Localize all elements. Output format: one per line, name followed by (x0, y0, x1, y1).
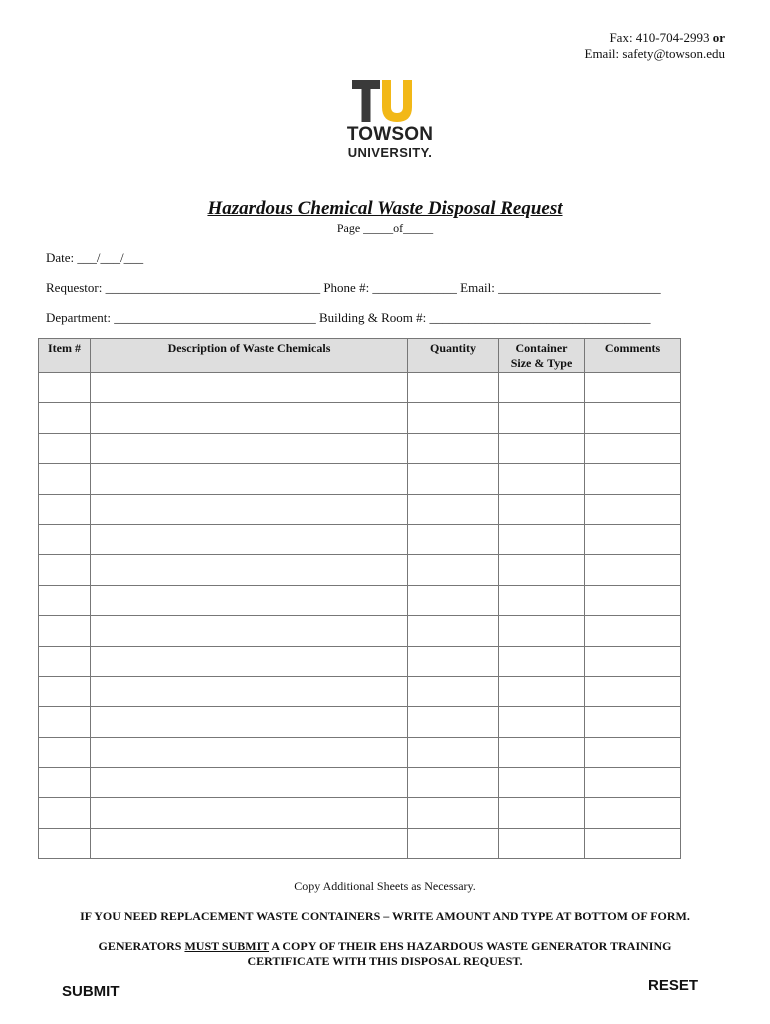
cell-quantity[interactable] (408, 616, 499, 646)
cell-comments[interactable] (585, 768, 681, 798)
cell-container[interactable] (499, 373, 585, 403)
logo-name-line2: UNIVERSITY. (347, 145, 433, 160)
cell-description[interactable] (91, 798, 408, 828)
cell-container[interactable] (499, 646, 585, 676)
table-row (39, 676, 681, 706)
table-row (39, 555, 681, 585)
cell-quantity[interactable] (408, 646, 499, 676)
cell-quantity[interactable] (408, 555, 499, 585)
table-row (39, 433, 681, 463)
cell-description[interactable] (91, 373, 408, 403)
cell-container[interactable] (499, 707, 585, 737)
table-row (39, 737, 681, 767)
cell-item[interactable] (39, 828, 91, 858)
table-row (39, 798, 681, 828)
date-field[interactable]: Date: ___/___/___ (46, 250, 144, 265)
table-row (39, 616, 681, 646)
page-number-field[interactable]: Page _____of_____ (336, 221, 434, 235)
cell-comments[interactable] (585, 828, 681, 858)
table-row (39, 585, 681, 615)
cell-description[interactable] (91, 433, 408, 463)
cell-quantity[interactable] (408, 798, 499, 828)
table-row (39, 464, 681, 494)
waste-table (38, 338, 681, 859)
fax-text: Fax: 410-704-2993 (609, 30, 713, 45)
cell-description[interactable] (91, 828, 408, 858)
cell-item[interactable] (39, 373, 91, 403)
cell-comments[interactable] (585, 646, 681, 676)
cell-container[interactable] (499, 464, 585, 494)
requestor-field[interactable]: Requestor: _________________________________ Phone #: _____________ Email: _________________________ (46, 280, 661, 295)
cell-container[interactable] (499, 616, 585, 646)
cell-quantity[interactable] (408, 373, 499, 403)
fax-line (585, 30, 726, 46)
cell-description[interactable] (91, 585, 408, 615)
cell-container[interactable] (499, 798, 585, 828)
cell-description[interactable] (91, 616, 408, 646)
cell-container[interactable] (499, 433, 585, 463)
training-warning-post: A COPY OF THEIR EHS HAZARDOUS WASTE GENERATOR TRAINING CERTIFICATE WITH THIS DISPOSAL REQUEST. (247, 939, 672, 968)
training-warning-emphasis: MUST SUBMIT (184, 939, 270, 953)
table-row (39, 403, 681, 433)
cell-comments[interactable] (585, 707, 681, 737)
cell-comments[interactable] (585, 585, 681, 615)
table-row (39, 373, 681, 403)
reset-button[interactable]: RESET (648, 977, 699, 994)
cell-quantity[interactable] (408, 768, 499, 798)
cell-item[interactable] (39, 524, 91, 554)
cell-item[interactable] (39, 707, 91, 737)
cell-quantity[interactable] (408, 707, 499, 737)
cell-quantity[interactable] (408, 494, 499, 524)
table-header-row (39, 339, 681, 373)
cell-item[interactable] (39, 798, 91, 828)
cell-item[interactable] (39, 494, 91, 524)
cell-quantity[interactable] (408, 585, 499, 615)
cell-item[interactable] (39, 585, 91, 615)
cell-quantity[interactable] (408, 464, 499, 494)
cell-container[interactable] (499, 524, 585, 554)
cell-comments[interactable] (585, 524, 681, 554)
cell-comments[interactable] (585, 616, 681, 646)
cell-quantity[interactable] (408, 737, 499, 767)
table-row (39, 828, 681, 858)
header-container (499, 339, 585, 373)
cell-comments[interactable] (585, 737, 681, 767)
department-field[interactable]: Department: _______________________________ Building & Room #: __________________________________ (46, 310, 651, 325)
training-warning (80, 939, 690, 969)
cell-comments[interactable] (585, 494, 681, 524)
cell-item[interactable] (39, 737, 91, 767)
copy-note: Copy Additional Sheets as Necessary. (294, 879, 476, 893)
cell-item[interactable] (39, 646, 91, 676)
cell-description[interactable] (91, 464, 408, 494)
table-row (39, 494, 681, 524)
table-row (39, 707, 681, 737)
cell-comments[interactable] (585, 798, 681, 828)
submit-button[interactable]: SUBMIT (62, 983, 120, 1000)
table-row (39, 768, 681, 798)
cell-description[interactable] (91, 707, 408, 737)
training-warning-pre: GENERATORS (98, 939, 185, 953)
header-container-line2: Size & Type (510, 356, 573, 370)
cell-quantity[interactable] (408, 403, 499, 433)
cell-container[interactable] (499, 585, 585, 615)
form-title: Hazardous Chemical Waste Disposal Request (207, 198, 563, 219)
cell-item[interactable] (39, 555, 91, 585)
logo-name-line1: TOWSON (346, 124, 434, 145)
cell-comments[interactable] (585, 433, 681, 463)
cell-comments[interactable] (585, 403, 681, 433)
towson-logo (340, 80, 440, 162)
cell-container[interactable] (499, 676, 585, 706)
tu-monogram-icon (352, 80, 414, 122)
cell-description[interactable] (91, 494, 408, 524)
cell-comments[interactable] (585, 373, 681, 403)
cell-container[interactable] (499, 768, 585, 798)
cell-item[interactable] (39, 768, 91, 798)
cell-description[interactable] (91, 403, 408, 433)
cell-item[interactable] (39, 403, 91, 433)
cell-container[interactable] (499, 494, 585, 524)
cell-description[interactable] (91, 676, 408, 706)
cell-item[interactable] (39, 433, 91, 463)
cell-quantity[interactable] (408, 524, 499, 554)
cell-description[interactable] (91, 737, 408, 767)
cell-quantity[interactable] (408, 433, 499, 463)
cell-container[interactable] (499, 555, 585, 585)
replacement-warning: IF YOU NEED REPLACEMENT WASTE CONTAINERS – WRITE AMOUNT AND TYPE AT BOTTOM OF FORM. (80, 909, 690, 923)
fax-or: or (712, 30, 725, 45)
cell-container[interactable] (499, 737, 585, 767)
table-row (39, 524, 681, 554)
cell-description[interactable] (91, 646, 408, 676)
header-quantity: Quantity (408, 339, 499, 373)
header-container-line1: Container (515, 341, 568, 355)
cell-container[interactable] (499, 828, 585, 858)
cell-comments[interactable] (585, 555, 681, 585)
header-comments: Comments (585, 339, 681, 373)
cell-description[interactable] (91, 768, 408, 798)
header-item: Item # (39, 339, 91, 373)
cell-quantity[interactable] (408, 828, 499, 858)
table-body (39, 373, 681, 859)
cell-description[interactable] (91, 524, 408, 554)
cell-container[interactable] (499, 403, 585, 433)
contact-info (585, 30, 726, 62)
cell-item[interactable] (39, 616, 91, 646)
table-row (39, 646, 681, 676)
header-description: Description of Waste Chemicals (91, 339, 408, 373)
email-line: Email: safety@towson.edu (584, 46, 725, 61)
cell-item[interactable] (39, 676, 91, 706)
cell-item[interactable] (39, 464, 91, 494)
cell-comments[interactable] (585, 464, 681, 494)
cell-comments[interactable] (585, 676, 681, 706)
cell-quantity[interactable] (408, 676, 499, 706)
cell-description[interactable] (91, 555, 408, 585)
